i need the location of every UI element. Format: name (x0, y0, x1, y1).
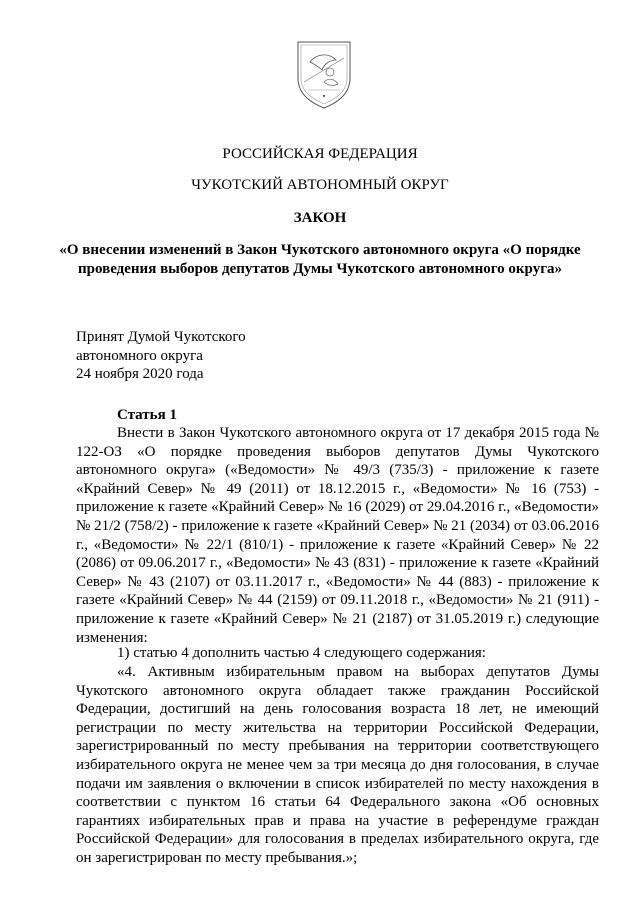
amendment-text-paragraph: «4. Активным избирательным правом на выборах депутатов Думы Чукотского автономного округа обладает также гражданин Российской Федерации, достигший на день голосования возраста 18 лет, не имеющий регистрации по месту жительства на территории Российской Федерации, зарегистрированный по месту пребывания на территории соответствующего избирательного округа не менее чем за три месяца до дня голосования, в случае подачи им заявления о включении в список избирателей по месту нахождения в соответствии с пунктом 16 статьи 64 Федерального закона «Об основных гарантиях избирательных прав и права на участие в референдуме граждан Российской Федерации» для голосования в пределах избирательного округа, где он зарегистрирован по месту пребывания.»; (76, 664, 599, 866)
adoption-line: Принят Думой Чукотского (76, 329, 246, 345)
amendment-item: 1) статью 4 дополнить частью 4 следующего содержания: (117, 645, 486, 661)
adoption-date: 24 ноября 2020 года (76, 366, 204, 382)
chukotka-coat-of-arms-icon (294, 38, 354, 110)
article-title: Статья 1 (117, 407, 177, 423)
region-heading: ЧУКОТСКИЙ АВТОНОМНЫЙ ОКРУГ (191, 177, 449, 193)
law-title: «О внесении изменений в Закон Чукотского автономного округа «О порядке проведения выборов депутатов Думы Чукотского автономного округа» (59, 242, 581, 277)
adoption-info (76, 328, 376, 384)
country-heading: РОССИЙСКАЯ ФЕДЕРАЦИЯ (222, 146, 418, 162)
adoption-line: автономного округа (76, 347, 203, 364)
document-type-heading: ЗАКОН (293, 210, 347, 226)
article-intro-paragraph: Внести в Закон Чукотского автономного округа от 17 декабря 2015 года № 122-ОЗ «О порядке проведения выборов депутатов Думы Чукотского автономного округа» («Ведомости» № 49/3 (735/3) - приложение к газете «Крайний Север» № 49 (2011) от 18.12.2015 г., «Ведомости» № 16 (753) - приложение к газете «Крайний Север» № 16 (2029) от 29.04.2016 г., «Ведомости» № 21/2 (758/2) - приложение к газете «Крайний Север» № 21 (2034) от 03.06.2016 г., «Ведомости» № 22/1 (810/1) - приложение к газете «Крайний Север» № 22 (2086) от 09.06.2017 г., «Ведомости» № 43 (831) - приложение к газете «Крайний Север» № 43 (2107) от 03.11.2017 г., «Ведомости» № 44 (883) - приложение к газете «Крайний Север» № 44 (2159) от 09.11.2018 г., «Ведомости» № 21 (911) - приложение к газете «Крайний Север» № 21 (2187) от 31.05.2019 г.) следующие изменения: (76, 425, 599, 646)
